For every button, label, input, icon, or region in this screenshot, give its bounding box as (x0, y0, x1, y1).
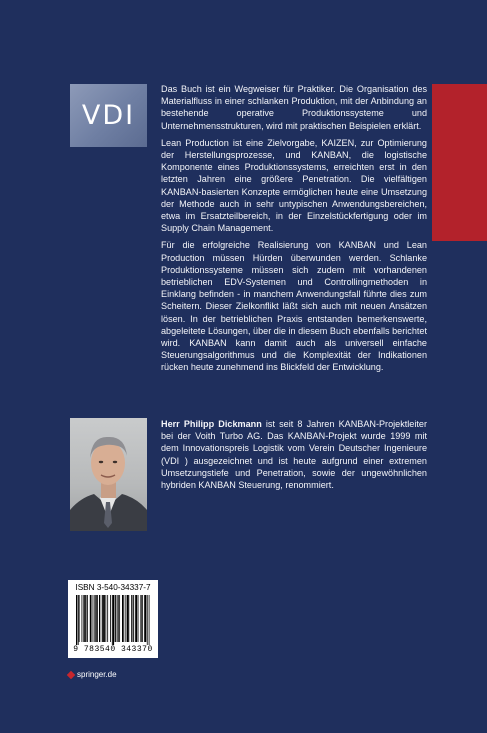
barcode-bar (135, 595, 136, 642)
barcode-bar (78, 595, 79, 645)
paragraph: Das Buch ist ein Wegweiser für Praktiker. Die Organisation des Materialfluss in einer schlanken Produktion, mit der Anbindung an bestehende operative Produktionssysteme und Unternehmensstrukturen, wird mit praktischen Beispielen erklärt. (161, 84, 427, 131)
paragraph: Für die erfolgreiche Realisierung von KANBAN und Lean Production müssen Hürden überwunden werden. Schlanke Produktionssysteme müssen sich zudem mit vorhandenen betrieblichen EDV-Systemen und Controllingmethoden in Einklang befinden - in manchem Anwendungsfall führte dies zum Scheitern. Dieser Zielkonflikt läßt sich auch mit neuen Ansätzen lösen. In der betrieblichen Praxis entstanden bemerkenswerte, abgeleitete Lösungen, über die in diesem Buch ebenfalls berichtet wird. KANBAN kann damit auch als universell einfache Steuerungsalgorithmus und die Komplexität der Indikationen rücken heute zunehmend ins Blickfeld der Entwicklung. (161, 240, 427, 373)
barcode-bar (112, 595, 113, 645)
barcode-bar (142, 595, 143, 642)
barcode-bar (83, 595, 84, 642)
barcode-bar (131, 595, 132, 642)
paragraph: Lean Production ist eine Zielvorgabe, KAIZEN, zur Optimierung der Herstellungsprozesse, und KANBAN, die logistische Komponente eines Produktionssystems, erreichten erst in den letzten Jahren eine größere Penetration. Die vielfältigen KANBAN-basierten Konzepte ermöglichen heute eine Umsetzung der Methode auch in sehr untypischen Anwendungsbereichen, etwa im Ersatzteilbereich, in der Einzelstückfertigung oder im Supply Chain Management. (161, 137, 427, 234)
barcode-bar (104, 595, 105, 642)
barcode-bar (102, 595, 103, 642)
publisher-url[interactable] (68, 670, 117, 679)
barcode-bar (87, 595, 88, 642)
barcode-bar (105, 595, 106, 642)
barcode-bar (85, 595, 86, 642)
vdi-logo (70, 84, 147, 147)
barcode-bar (133, 595, 134, 642)
barcode-bar (113, 595, 114, 645)
barcode-bar (147, 595, 148, 645)
barcode-bar (116, 595, 117, 642)
barcode-bar (76, 595, 77, 645)
barcode-bar (125, 595, 126, 642)
barcode-number: 9 783540 343370 (73, 645, 153, 654)
barcode-bar (91, 595, 92, 642)
portrait-image (70, 418, 147, 531)
publisher-url-text: springer.de (77, 670, 117, 679)
isbn-text: ISBN 3-540-34337-7 (75, 583, 151, 592)
barcode-bar (96, 595, 97, 642)
barcode-bar (140, 595, 141, 642)
barcode-bar (97, 595, 98, 642)
author-name: Herr Philipp Dickmann (161, 419, 262, 429)
description-text (161, 83, 427, 379)
red-accent-bar (432, 84, 487, 241)
barcode-bar (99, 595, 100, 642)
barcode (68, 580, 158, 658)
barcode-bar (94, 595, 95, 642)
barcode-bar (110, 595, 111, 642)
barcode-bar (149, 595, 150, 645)
author-bio (161, 418, 427, 491)
barcode-bar (136, 595, 137, 642)
barcode-bar (115, 595, 116, 642)
vdi-logo-text: VDI (81, 100, 136, 131)
author-portrait (70, 418, 147, 531)
barcode-bar (84, 595, 85, 642)
author-bio-text: ist seit 8 Jahren KANBAN-Projektleiter bei der Voith Turbo AG. Das KANBAN-Projekt wurde 1999 mit dem Innovationspreis Logistik vom Verein Deutscher Ingenieure (VDI ) ausgezeichnet und ist heute aufgrund einer extremen Umsetzungstiefe und Penetration, sowie der ungewöhnlichen hybriden KANBAN Steuerung, renommiert. (161, 419, 428, 491)
barcode-bar (128, 595, 129, 642)
barcode-bar (107, 595, 108, 642)
barcode-bar (123, 595, 124, 642)
barcode-bar (144, 595, 145, 642)
barcode-bar (117, 595, 118, 642)
barcode-bar (128, 595, 129, 642)
barcode-bar (79, 595, 80, 642)
barcode-bar (93, 595, 94, 642)
barcode-bar (145, 595, 146, 642)
barcode-bar (119, 595, 120, 642)
barcode-bar (82, 595, 83, 642)
barcode-bar (138, 595, 139, 642)
springer-logo-icon (67, 671, 75, 679)
barcode-bar (103, 595, 104, 642)
